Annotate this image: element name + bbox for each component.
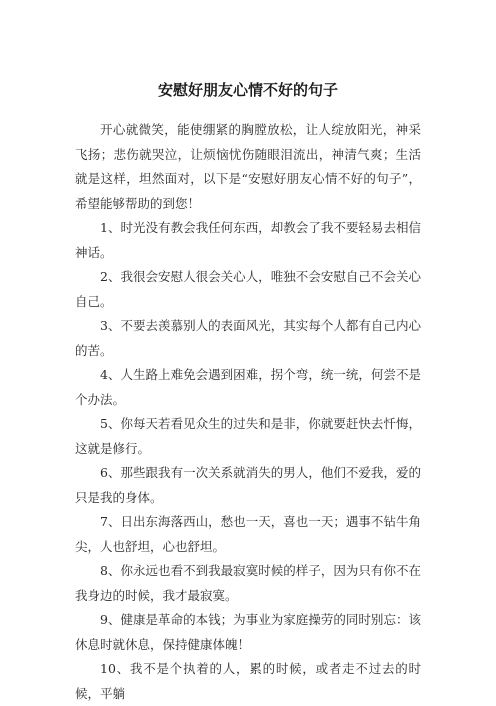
list-item: 9、健康是革命的本钱；为事业为家庭操劳的同时别忘：该休息时就休息，保持健康体魄！ bbox=[75, 612, 421, 652]
list-item: 7、日出东海落西山，愁也一天，喜也一天；遇事不钻牛角尖，人也舒坦，心也舒坦。 bbox=[75, 514, 421, 554]
list-item: 3、不要去羡慕别人的表面风光，其实每个人都有自己内心的苦。 bbox=[75, 318, 421, 358]
list-item: 8、你永远也看不到我最寂寞时候的样子，因为只有你不在我身边的时候，我才最寂寞。 bbox=[75, 563, 421, 603]
list-item: 6、那些跟我有一次关系就消失的男人，他们不爱我，爱的只是我的身体。 bbox=[75, 465, 421, 505]
list-item: 5、你每天若看见众生的过失和是非，你就要赶快去忏悔，这就是修行。 bbox=[75, 416, 421, 456]
list-item: 4、人生路上难免会遇到困难，拐个弯，统一统，何尝不是个办法。 bbox=[75, 367, 421, 407]
document-title: 安慰好朋友心情不好的句子 bbox=[157, 81, 338, 99]
intro-paragraph: 开心就微笑，能使绷紧的胸膛放松，让人绽放阳光，神采飞扬；悲伤就哭泣，让烦恼忧伤随眼泪流出，神清气爽；生活就是这样，坦然面对，以下是“安慰好朋友心情不好的句子”，希望能够帮助的到您！ bbox=[75, 122, 421, 211]
document-body bbox=[75, 118, 421, 706]
list-item: 2、我很会安慰人很会关心人，唯独不会安慰自己不会关心自己。 bbox=[75, 269, 421, 309]
list-item: 10、我不是个执着的人，累的时候，或者走不过去的时候，平躺 bbox=[75, 661, 421, 701]
list-item: 1、时光没有教会我任何东西，却教会了我不要轻易去相信神话。 bbox=[75, 220, 421, 260]
